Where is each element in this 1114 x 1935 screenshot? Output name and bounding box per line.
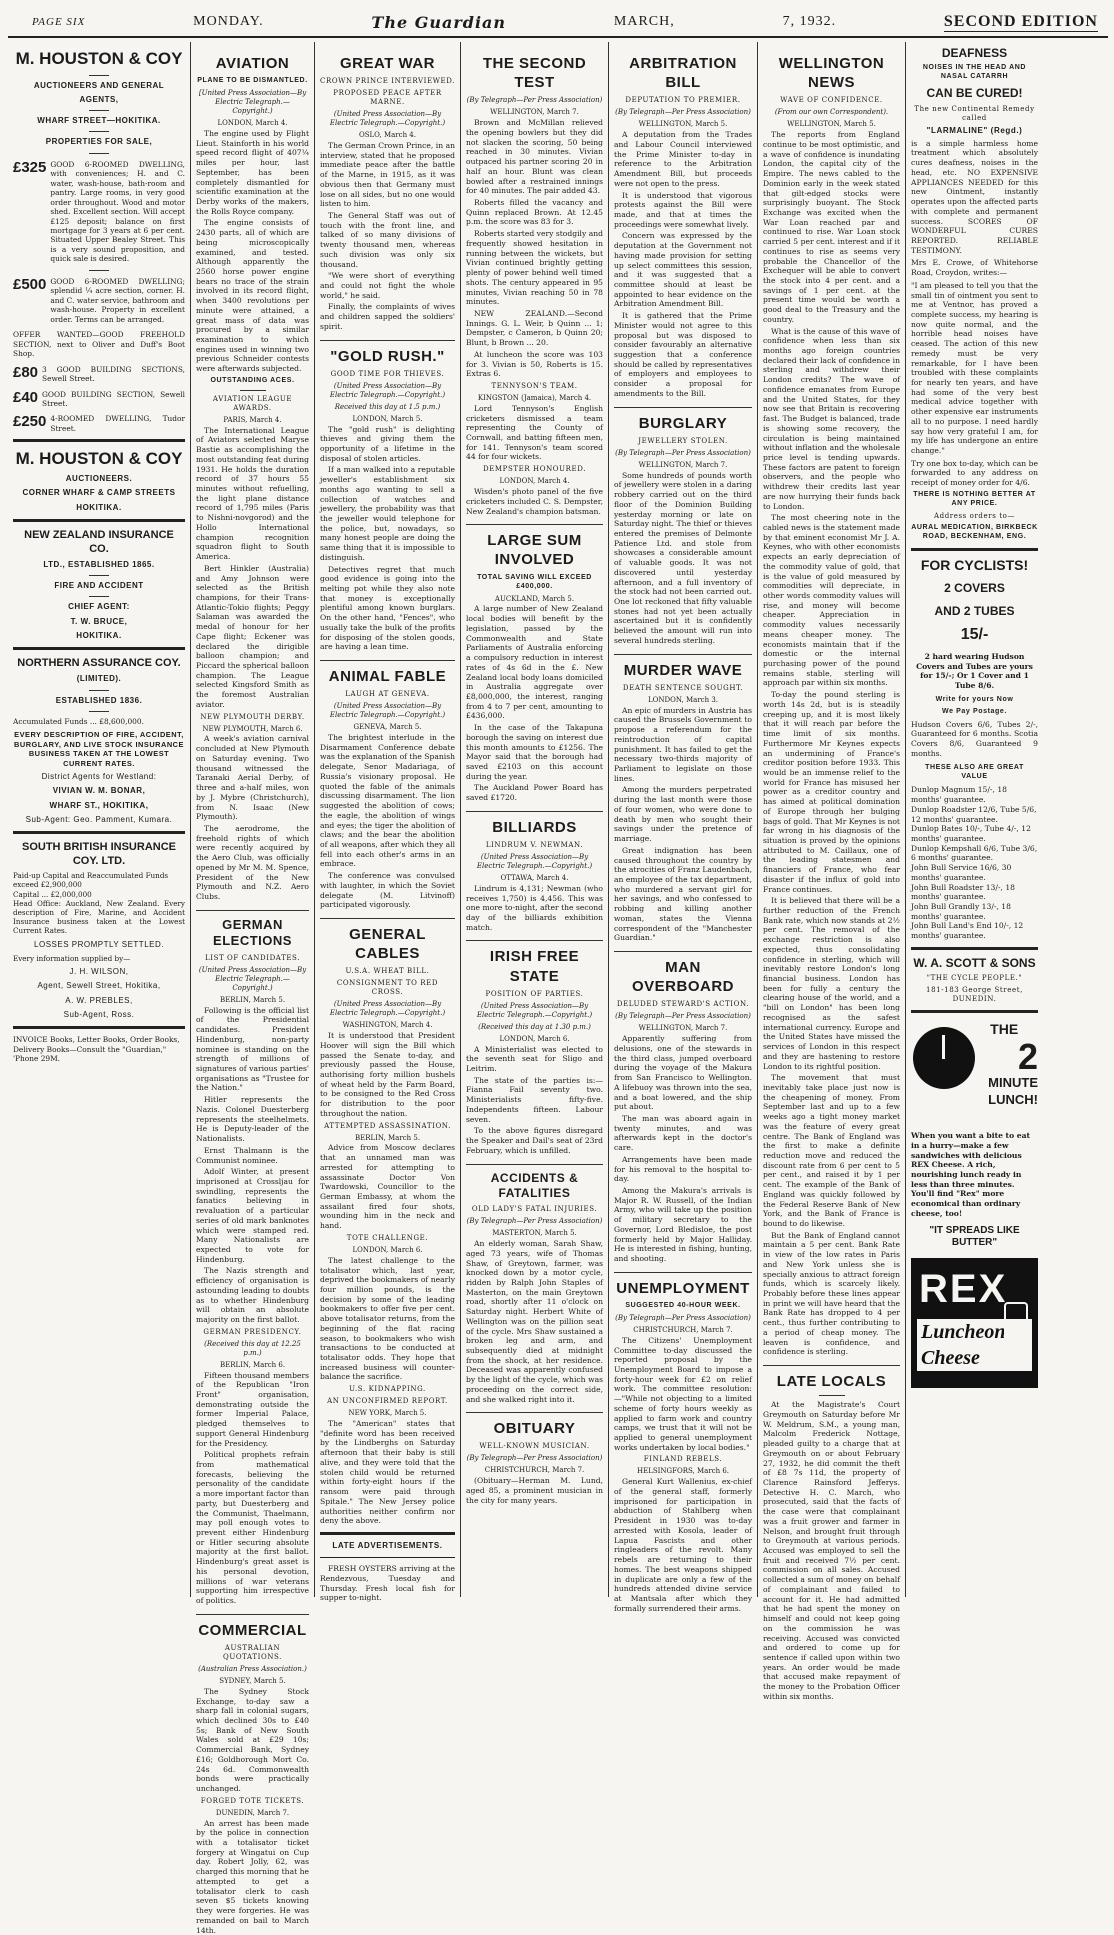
ad-line: Agent, Sewell Street, Hokitika,	[37, 981, 161, 991]
ad-line: EVERY DESCRIPTION OF FIRE, ACCIDENT, BURGLARY, AND LIVE STOCK INSURANCE BUSINESS TAKEN AT THE LOWEST CURRENT RATES.	[14, 730, 184, 768]
subhead: WELL-KNOWN MUSICIAN.	[479, 1442, 590, 1451]
ad-info: Every information supplied by—	[13, 953, 131, 963]
article-paragraph: A large number of New Zealand local bodies will benefit by the legislation, passed by the Commonwealth and State Parliaments of Australia enforcing a compulsory reduction in interest rates of 4s 6d in the £. New Zealand local body loans domiciled in Australia aggregate over £8,000,000, the interest, ranging from 4 to 7 per cent, amounting to £436,000.	[466, 604, 603, 721]
subhead: LINDRUM V. NEWMAN.	[485, 841, 584, 850]
ad-line: ESTABLISHED 1836.	[55, 695, 143, 705]
article-paragraph: General Kurt Wallenius, ex-chief of the general staff, formerly imprisoned for participation in abduction of Stahlberg when President in 1930 was to-day arrested with Kosola, leader of Lapua Fascists and other ringleaders of the revolt. Many rebels are returning to their homes. The best weapons shipped in duplicate are only a few of the hundreds attended divine service at Mantsala after which they formally surrendered their arms.	[614, 1477, 752, 1613]
wire-credit: [United Press Association—By Electric Telegraph.—Copyright.)	[198, 89, 307, 116]
edition-label: SECOND EDITION	[943, 12, 1098, 30]
ad-address: AURAL MEDICATION, BIRKBECK ROAD, BECKENHAM, ENG.	[911, 523, 1038, 540]
article-paragraph: Among the Makura's arrivals is Major R. W. Russell, of the Indian Army, who will take up the position of military secretary to the Governor, Lord Bledisloe, the post formerly held by Major Halliday. He is interested in fishing, hunting, and shooting.	[614, 1185, 752, 1264]
ad-text: THESE ALSO ARE GREAT VALUE	[925, 764, 1024, 781]
dateline: KINGSTON (Jamaica), March 4.	[477, 393, 592, 402]
article-paragraph: Concern was expressed by the deputation at the Government not having made provision for setting up select committees this session, and it was suggested that a committee should at least be appointed to hear evidence on the Arbitration Amendment Bill.	[614, 231, 752, 309]
article-paragraph: Brown and McMillan relieved the opening bowlers but they did not slacken the scoring, 50 being reached in 30 minutes. Vivian outpaced his partner scoring 20 in half an hour. Blunt was clean bowled after a restrained innings for 40 minutes. The pair added 43.	[466, 118, 603, 196]
article-paragraph: The engine consists of 2430 parts, all of which are being microscopically examined, and tested. Although apparently the 2560 horse power engine bears no trace of the strain involved in its record flight, when 3400 revolutions per minute were attained, a great mass of data was procured by a similar examination to which engines used in winning two previous Schneider contests were afterwards subjected.	[196, 218, 309, 374]
ad-text: Try one box to-day, which can be forwarded to any address on receipt of money order for 4/6.	[911, 458, 1038, 488]
headline-irish-free-state: IRISH FREE STATE	[466, 940, 603, 985]
article-paragraph: Following is the official list of the Presidential candidates. President Hindenburg, non-party nominee is standing on the strength of millions of signatures of various parties' organisations as "Trustee for the Nation."	[196, 1005, 309, 1093]
late-advertisements-heading: LATE ADVERTISEMENTS.	[332, 1540, 443, 1550]
dateline: HELSINGFORS, March 6.	[636, 1467, 730, 1476]
headline-german-elections: GERMAN ELECTIONS	[196, 910, 309, 950]
dateline: LONDON, March 4.	[217, 119, 288, 127]
article-paragraph: Adolf Winter, at present imprisoned at Crossljau for swindling, represents the fanatics believing in revaluation of a particular series of old mark banknotes which were stamped red. Many Nationalists are expected to vote for Hindenburg.	[196, 1167, 309, 1264]
headline-general-cables: GENERAL CABLES	[320, 918, 455, 963]
dateline: CHRISTCHURCH, March 7.	[484, 1466, 585, 1475]
listing-desc: GOOD 6-ROOMED DWELLING; splendid ¼ acre section, corner. H. and C. water service, bathroom and wash-house. Property in excellent order. Terms can be arranged.	[50, 276, 185, 324]
property-listing	[13, 414, 185, 433]
article-paragraph: The movement that must inevitably take place just now is the cheapening of money. From September last and up to a few weeks ago a tight money market was the feature of every great centre. The Bank of England was the first to make a definite reduction move and reduced the discount rate from 6 per cent to 5 per cent., and raised it by 1 per cent. The example of the Bank of England was quickly followed by the Federal Reserve Bank of New York, and the Bank of France is bound to do likewise.	[763, 1073, 900, 1229]
ad-cyclists-line: 2 COVERS	[944, 580, 1005, 595]
article-paragraph: Roberts started very stodgily and frequently showed hesitation in running between the wickets, but Vivian continued brightly getting plenty of power behind well timed shots. The century appeared in 95 minutes, Vivian reaching 50 in 78 minutes.	[466, 229, 603, 307]
wire-credit: (By Telegraph—Per Press Association)	[466, 96, 603, 105]
headline-animal-fable: ANIMAL FABLE	[320, 660, 455, 686]
subhead: NEW PLYMOUTH DERBY.	[200, 712, 305, 721]
headline-large-sum: LARGE SUM INVOLVED	[466, 524, 603, 569]
wire-credit: (By Telegraph—Per Press Association)	[615, 448, 751, 457]
ad-line: LTD., ESTABLISHED 1865.	[43, 560, 155, 570]
dateline: PARIS, March 4.	[223, 415, 282, 424]
subhead: LAUGH AT GENEVA.	[345, 690, 430, 699]
article-paragraph: Finally, the complaints of wives and children sapped the soldiers' spirit.	[320, 302, 455, 331]
dateline: NEW YORK, March 5.	[348, 1409, 427, 1418]
subhead: OLD LADY'S FATAL INJURIES.	[471, 1205, 598, 1214]
dateline: LONDON, March 5.	[352, 414, 423, 423]
article-paragraph: If a man walked into a reputable jeweller's establishment six months ago wanting to sell a collection of watches and jewellery, the probability was that the jeweller would telephone for the police, but, nowadays, so many honest people are doing the same thing that it is impossible to distinguish.	[320, 465, 455, 562]
list-item: John Bull Land's End 10/-, 12 months' guarantee.	[911, 921, 1024, 941]
article-paragraph: FRESH OYSTERS arriving at the Rendezvous, Tuesday and Thursday. Fresh local fish for supper to-night.	[320, 1564, 455, 1603]
subhead: U.S. KIDNAPPING.	[349, 1385, 426, 1394]
ad-scott-title: W. A. SCOTT & SONS	[913, 955, 1036, 970]
ad-line: District Agents for Westland:	[41, 772, 157, 782]
dateline: LONDON, March 3.	[647, 695, 718, 704]
dateline: WELLINGTON, March 7.	[638, 460, 728, 469]
article-paragraph: The Auckland Power Board has saved £1720.	[466, 783, 603, 803]
ad-line: T. W. BRUCE,	[70, 616, 128, 626]
ad-northern-assurance: NORTHERN ASSURANCE COY.	[17, 657, 181, 670]
ad-line: AUCTIONEERS AND GENERAL	[33, 80, 165, 90]
wire-credit: (United Press Association—By Electric Telegraph.—Copyright.)	[329, 702, 446, 720]
article-paragraph: Wisden's photo panel of the five cricketers included C. S. Dempster, New Zealand's champion batsman.	[466, 487, 603, 516]
listing-price: £40	[13, 388, 39, 406]
ad-deafness-remedy: The new Continental Remedy called	[914, 104, 1035, 122]
ad-funds: Accumulated Funds ... £8,600,000.	[13, 716, 144, 726]
subhead: TENNYSON'S TEAM.	[491, 381, 578, 390]
ad-text: Address orders to—	[933, 511, 1016, 520]
ad-deafness-cure: CAN BE CURED!	[926, 86, 1023, 101]
article-paragraph: An arrest has been made by the police in connection with a totalisator ticket forgery at Wingatui on Cup day. Robert Jolly, 62, was charged this morning that he attempted to get a totalisator clerk to cash seven $5 tickets knowing they were forgeries. He was remanded on bail to March 14th.	[196, 1818, 309, 1935]
list-item: John Bull Roadster 13/-, 18 months' guarantee.	[911, 882, 1015, 902]
article-paragraph: The "American" states that "definite word has been received by the Lindberghs on Saturday afternoon that their baby is still alive, and they were told that the stolen child would be returned within forty-eight hours if the ransom were paid through Spitale." The New Jersey police authorities neither confirm nor deny the above.	[320, 1419, 455, 1526]
ad-line: FIRE AND ACCIDENT	[54, 581, 144, 591]
article-paragraph: What is the cause of this wave of confidence when less than six months ago foreign countries declared their lack of confidence in sterling and withdrew their London credits? The wave of confidence emanates from Europe and the United States, for they now see that Britain is recovering fast. The Budget is balanced, trade is showing some recovery, the circulation is being maintained without inflation and the wholesale price level is tending upwards. These factors are patent to foreign observers, and the people who withdrew their credits last year are now hurrying their funds back to London.	[763, 326, 900, 511]
ad-text: We Pay Postage.	[942, 707, 1007, 715]
article-paragraph: The Citizens' Unemployment Committee to-day discussed the reported proposal by the Unemployment Board to impose a forty-hour week for £2 on relief work. The committee resolution:—"While not objecting to a limited scheme of forty hours weekly as applied to farm work and country camps, we trust that it will not be applied to general unemployment works undertaken by local bodies."	[614, 1335, 752, 1452]
listing-price: £250	[13, 413, 47, 431]
wire-credit: (Received this day at 12.25 p.m.)	[204, 1339, 301, 1357]
ad-line: A. W. PREBLES,	[65, 995, 133, 1005]
listing-desc: 4-ROOMED DWELLING, Tudor Street.	[50, 414, 185, 433]
newspaper-title: The Guardian	[371, 12, 507, 32]
article-paragraph: (Obituary—Herman M. Lund, aged 85, a prominent musician in the city for many years.	[466, 1476, 603, 1505]
headline-burglary: BURGLARY	[614, 407, 752, 433]
column-3	[315, 42, 461, 1603]
article-paragraph: Apparently suffering from delusions, one of the stewards in the third class, jumped overboard during the voyage of the Makura from San Francisco to Wellington. A lifebuoy was thrown into the sea, and a boat lowered, and the ship put about.	[614, 1034, 752, 1112]
ad-line: CORNER WHARF & CAMP STREETS	[22, 488, 176, 498]
wire-credit: (By Telegraph—Per Press Association)	[615, 1313, 751, 1322]
property-listing	[13, 330, 185, 358]
article-paragraph: The state of the parties is:—Fianna Fail seventy two. Ministerialists fifty-five. Independents fifteen. Labour seven.	[466, 1075, 603, 1124]
article-paragraph: The "gold rush" is delighting thieves and giving them the opportunity of a lifetime in the disposal of stolen articles.	[320, 424, 455, 463]
ad-line: AGENTS,	[79, 94, 119, 104]
headline-late-locals: LATE LOCALS	[763, 1365, 900, 1391]
article-paragraph: Detectives regret that much good evidence is going into the melting pot while they also note that money is exceptionally plentiful among known burglars. On the other hand, "Fences", who usually take the bulk of the profits for disposing of the stolen goods, are having a lean time.	[320, 564, 455, 652]
dateline: LONDON, March 4.	[499, 477, 570, 486]
article-paragraph: An elderly woman, Sarah Shaw, aged 73 years, wife of Thomas Shaw, of Greytown, farmer, was knocked down by a motor cycle, ridden by Ralph John Staples of Masterton, on the main Greytown road, shortly after 11 o'clock on Saturday night. Herbert White of Wellington was on the pillion seat of the cycle. Mrs Shaw sustained a broken leg and arm, and subsequently died at midnight from the shock, at her residence. Deceased was apparently confused by the light of the cycle, which was proceeding on the correct side, and she walked right into it.	[466, 1239, 603, 1404]
article-paragraph: Roberts filled the vacancy and Quinn replaced Brown. At 12.45 p.m. the score was 83 for 3.	[466, 198, 603, 227]
dateline: LONDON, March 6.	[352, 1245, 423, 1254]
ad-text: THERE IS NOTHING BETTER AT ANY PRICE.	[913, 490, 1036, 507]
ad-firm-houston-2: M. HOUSTON & COY	[15, 449, 183, 469]
columns	[8, 42, 1108, 1935]
lunch-headline	[988, 1021, 1038, 1108]
wire-credit: (By Telegraph—Per Press Association)	[466, 1454, 603, 1463]
list-item: Dunlop Bates 10/-, Tube 4/-, 12 months' guarantee.	[911, 824, 1031, 843]
subhead: PLANE TO BE DISMANTLED.	[197, 77, 308, 85]
dateline: WASHINGTON, March 4.	[342, 1021, 433, 1030]
wire-credit: (United Press Association—By Electric Telegraph.—Copyright.)	[198, 965, 307, 992]
headline-arbitration-bill: ARBITRATION BILL	[629, 55, 737, 92]
article-paragraph: Great indignation has been caused throughout the country by the atrocities of Franz Laudenbach, an employee of the tax department, who murdered a servant girl for her savings, and who confessed to robbing and killing another woman, states the Vienna correspondent of the "Manchester Guardian."	[614, 845, 752, 943]
ad-invoice: INVOICE Books, Letter Books, Order Books, Delivery Books—Consult the "Guardian," 'Phone 29M.	[13, 1035, 180, 1064]
wire-credit: Received this day at 1.5 p.m.)	[334, 402, 441, 411]
article-paragraph: Bert Hinkler (Australia) and Amy Johnson were selected as the British champions, for their Trans-Atlantic-Tokio flights; Peggy Salaman was awarded the medal of honour for her Cape flight; Eckener was declared the dirigible balloon champion; and Piccard the spherical balloon champion. The League selected Kingsford Smith as the foremost Australian aviator.	[196, 563, 309, 709]
article-paragraph: The International League of Aviators selected Maryse Bastie as accomplishing the most outstanding feat during 1931. He holds the duration record of 37 hours 55 minutes without refuelling, the light plane distance record of 1,795 miles (Paris to Nishni-novgorod) and the Hollo International champion recognition squadron flight to South America.	[196, 425, 309, 562]
subhead: DELUDED STEWARD'S ACTION.	[616, 1000, 750, 1009]
dateline: SYDNEY, March 5.	[219, 1676, 286, 1685]
article-paragraph: An epic of murders in Austria has caused the Brussels Government to propose a referendum for the reintroduction of capital punishment. It has failed to get the necessary two-thirds majority of Parliament to legislate on those lines.	[614, 705, 752, 783]
column-5	[609, 42, 758, 1613]
lunch-lunch: LUNCH!	[988, 1091, 1038, 1107]
article-paragraph: At the Magistrate's Court Greymouth on Saturday before Mr W. Meldrum, S.M., a young man, Malcolm Frederick Nottage, pleaded guilty to a charge that at Greymouth on or about February 27, 1932, he did commit the theft of £8 7s 11d, the property of Clarence Rainsford Jefferys. Detective H. C. March, who prosecuted, said that the facts of the case were that complainant was a fruit grower and farmer in Nelson, and brought fruit through to Greymouth at various periods. Accused was employed to sell the fruit and received 7½ per cent. commission on all sales. Accused collected a sum of money on behalf of complainant and failed to account for it. He had admitted that he had spent the money on himself and could not keep going on the commission he was receiving. Accused was convicted and ordered to come up for sentence if called upon within two years. An order would be made that accused make repayment of the money to the Probation Officer within six months.	[763, 1400, 900, 1701]
subhead: OUTSTANDING ACES.	[210, 376, 295, 384]
article-paragraph: It is gathered that the Prime Minister would not agree to this proposal but was disposed to consider favourably an alternative suggestion that a conference should be called by representatives of employers and employees to consider a proposal for amendments to the Bill.	[614, 311, 752, 398]
list-item: John Bull Service 16/6, 30 months' guarantee.	[911, 863, 1012, 882]
article-paragraph: The man was aboard again in twenty minutes, and was afterwards kept in the doctor's care.	[614, 1113, 752, 1153]
dateline: CHRISTCHURCH, March 7.	[633, 1325, 733, 1334]
listing-price: £500	[13, 275, 47, 293]
ad-capital: Capital ... £2,000,000	[13, 889, 92, 899]
subhead: GERMAN PRESIDENCY.	[203, 1327, 302, 1336]
headline-second-test: THE SECOND TEST	[482, 55, 587, 92]
subhead: WAVE OF CONFIDENCE.	[780, 96, 883, 105]
ad-text: Write for yours Now	[935, 695, 1014, 703]
headline-man-overboard: MAN OVERBOARD	[614, 951, 752, 996]
ad-line: VIVIAN W. M. BONAR,	[52, 786, 146, 796]
article-paragraph: A deputation from the Trades and Labour Council interviewed the Prime Minister to-day in reference to the Arbitration Amendment Bill, but proceeds were not open to the press.	[614, 130, 752, 188]
headline-billiards: BILLIARDS	[466, 811, 603, 837]
subhead: SUGGESTED 40-HOUR WEEK.	[625, 1301, 741, 1309]
headline-gold-rush: "GOLD RUSH."	[320, 340, 455, 366]
ad-line: LOSSES PROMPTLY SETTLED.	[34, 939, 164, 949]
article-paragraph: The most cheering note in the cabled news is the statement made by that eminent economist Mr J. A. Keynes, who with other economists expects an early depreciation of the commodity value of gold, that is the value of gold measured by commodities will depreciate, in other words commodity values will rise, and money will become cheaper. Appreciation in commodity values necessarily means cheaper money. The economists maintain that if the domestic or the internal purchasing power of the pound remains stable, sterling will approach par within six months.	[763, 513, 900, 688]
article-paragraph: The reports from England continue to be most optimistic, and a wave of confidence is inundating London, the capital city of the Empire. The news cabled to the Dominion early in the week stated that gilt-edged stocks were surprisingly buoyant. The Stock Exchange was excited when the War Loan reached par and continued to rise. War Loan stock carried 5 per cent. interest and if it continues to rise as seems very probable the Chancellor of the Exchequer will be able to convert the stock into 4 per cent. and a savings of 1 per cent. at the present time would be worth a good deal to the Treasury and the country.	[763, 130, 900, 324]
ad-nz-insurance: NEW ZEALAND INSURANCE CO.	[24, 528, 174, 555]
ad-text: "THE CYCLE PEOPLE."	[926, 974, 1023, 983]
subhead: FORGED TOTE TICKETS.	[200, 1796, 305, 1805]
wire-credit: (United Press Association—By Electric Telegraph.—Copyright.)	[476, 1001, 593, 1019]
ad-deafness-name: "LARMALINE" (Regd.)	[926, 125, 1023, 135]
headline-wellington-news: WELLINGTON NEWS	[778, 55, 885, 92]
property-listing	[13, 390, 185, 409]
masthead-date: 7, 1932.	[782, 14, 837, 29]
headline-accidents: ACCIDENTS & FATALITIES	[466, 1164, 603, 1202]
listing-price: £325	[13, 158, 47, 176]
article-paragraph: The General Staff was out of touch with the front line, and talked of so many divisions of twenty thousand men, whereas such division was only six thousand.	[320, 210, 455, 269]
ad-text: "I am pleased to tell you that the small tin of ointment you sent to me at Ventnor, has proved a complete success, my hearing is now quite normal, and the horrible head noises have ceased. The action of this new remedy must be very remarkable, for I have been troubled with these complaints for nearly ten years, and have had some of the very best medical advice together with other expensive ear instruments all to no purpose. I need hardly say how very grateful I am, for my life has undergone an entire change."	[911, 280, 1038, 456]
column-1	[8, 42, 191, 1597]
listing-price: £80	[13, 363, 39, 381]
subhead: LIST OF CANDIDATES.	[204, 953, 301, 962]
subhead: TOTE CHALLENGE.	[346, 1233, 429, 1242]
subhead: GOOD TIME FOR THIEVES.	[330, 369, 445, 378]
dateline: WELLINGTON, March 5.	[787, 120, 876, 129]
listing-desc: OFFER WANTED—GOOD FREEHOLD SECTION, next to Oliver and Duff's Boot Shop.	[13, 330, 185, 359]
ad-capital: Paid-up Capital and Reaccumulated Funds exceed £2,900,000	[13, 871, 169, 890]
ad-cyclists-price: 15/-	[960, 626, 989, 644]
article-paragraph: Hitler represents the Nazis. Colonel Duesterberg represents the steelhelmets. He is Deputy-leader of the Nationalists.	[196, 1095, 309, 1144]
wire-credit: (United Press Association—By Electric Telegraph.—Copyright.)	[329, 381, 446, 399]
ad-cyclists-line: AND 2 TUBES	[934, 603, 1015, 618]
column-7	[906, 42, 1043, 1597]
ad-line: HOKITIKA.	[76, 630, 122, 640]
lunch-the: THE	[990, 1021, 1019, 1038]
article-paragraph: At luncheon the score was 103 for 3. Vivian is 50, Roberts is 15. Extras 6.	[466, 349, 603, 379]
subhead: FINLAND REBELS.	[643, 1455, 723, 1464]
article-paragraph: To the above figures disregard the Speaker and Dail's seat of 23rd February, which is unfilled.	[466, 1126, 603, 1155]
dateline: LONDON, March 6.	[499, 1034, 570, 1043]
article-paragraph: To-day the pound sterling is worth 14s 2d, but is is steadily creeping up, and it is most likely that it will reach par before the time limit of six months. Furthermore Mr Keynes expects an undermining of France's creditor position before 1933. This would be an immense relief to the world for France has misused her power as a creditor country and has aimed at political domination of Europe through her bulging bags of gold. That Mr Keynes is not far wrong in his diagnosis of the situation is proved by the opinions attributed to M. Caillaux, one of the leading statesmen and financiers of France, who fear disaster if the influx of gold into France continues.	[763, 690, 900, 894]
cheese-jar-icon	[1004, 1302, 1028, 1368]
rex-logo-cheese: Cheese	[917, 1345, 1032, 1371]
article-paragraph: It is understood that vigorous protests against the Bill were made, and that at times the proceedings were somewhat lively.	[614, 190, 752, 229]
listing-desc: GOOD 6-ROOMED DWELLING, with conveniences; H. and C. water, wash-house, bath-room and pantry. Large rooms, in very good order throughout. Wood and motor shed. Excellent section. Will accept £125 deposit; balance on first mortgage for 3 years at 6 per cent. Situated Upper Bealey Street. This is a very sound proposition, and quick sale is desired.	[50, 159, 185, 264]
rex-logo	[911, 1258, 1038, 1388]
ad-line: Sub-Agent, Ross.	[63, 1009, 135, 1019]
article-paragraph: The engine used by Flight Lieut. Stainforth in his world speed record flight of 407¼ miles per hour, last September, has been completely dismantled for scientific examination at the Derby works of the makers, the Rolls Royce company.	[196, 128, 309, 216]
wire-credit: (Australian Press Association.)	[198, 1664, 307, 1673]
article-paragraph: "We were short of everything and could not fight the whole world," he said.	[320, 271, 455, 300]
subhead: JEWELLERY STOLEN.	[638, 436, 728, 445]
column-6	[758, 42, 906, 1701]
clock-icon	[913, 1027, 975, 1089]
dateline: OSLO, March 4.	[359, 130, 416, 139]
headline-great-war: GREAT WAR	[339, 55, 436, 72]
subhead: POSITION OF PARTIES.	[485, 989, 584, 998]
ad-deafness-sub: NOISES IN THE HEAD AND NASAL CATARRH	[922, 64, 1027, 81]
ad-firm-houston: M. HOUSTON & COY	[15, 49, 183, 68]
dateline: WELLINGTON, March 5.	[638, 120, 728, 129]
ad-line: CHIEF AGENT:	[68, 602, 130, 612]
ad-heading: PROPERTIES FOR SALE,	[45, 137, 153, 147]
subhead: AUSTRALIAN QUOTATIONS.	[222, 1643, 282, 1661]
dateline: AUCKLAND, March 5.	[494, 594, 575, 603]
headline-murder-wave: MURDER WAVE	[614, 654, 752, 680]
ad-address: WHARF STREET—HOKITIKA.	[37, 116, 161, 126]
headline-aviation: AVIATION	[215, 55, 290, 72]
wire-credit: (United Press Association—By Electric Telegraph.—Copyright.)	[329, 1000, 446, 1018]
ad-rex-lunch	[911, 1021, 1038, 1171]
article-paragraph: Ernst Thalmann is the Communist nominee.	[196, 1145, 309, 1165]
masthead-month: MARCH,	[613, 14, 675, 29]
headline-obituary: OBITUARY	[466, 1412, 603, 1438]
ad-text: Mrs E. Crowe, of Whitehorse Road, Croydon, writes:—	[911, 258, 1038, 278]
ad-line: Sub-Agent: Geo. Pamment, Kumara.	[25, 814, 173, 824]
dateline: BERLIN, March 5.	[354, 1133, 421, 1142]
subhead: DEMPSTER HONOURED.	[482, 465, 587, 474]
subhead: U.S.A. WHEAT BILL.	[345, 967, 430, 976]
dateline: OTTAWA, March 4.	[500, 873, 569, 882]
listing-desc: GOOD BUILDING SECTION, Sewell Street.	[42, 389, 185, 408]
ad-text: is a simple harmless home treatment which absolutely cures deafness, noises in the head, etc. NO EXPENSIVE APPLIANCES NEEDED for this new Ointment, instantly operates upon the affected parts with complete and permanent success. SCORES OF WONDERFUL CURES REPORTED. RELIABLE TESTIMONY.	[911, 138, 1038, 255]
article-paragraph: Arrangements have been made for his removal to the hospital to-day.	[614, 1154, 752, 1184]
article-paragraph: The Nazis strength and efficiency of organisation is astounding leading to doubts as to whether Hindenburg will obtain an absolute majority on the first ballot.	[196, 1266, 309, 1324]
article-paragraph: Lindrum is 4,131; Newman (who receives 1,750) is 4,456. This was one more to-night, after the second day of the billiards exhibition match.	[466, 883, 603, 932]
dateline: WELLINGTON, March 7.	[638, 1024, 728, 1033]
ad-line: (LIMITED).	[76, 674, 122, 684]
lunch-two: 2	[1017, 1035, 1038, 1077]
subhead: PROPOSED PEACE AFTER MARNE.	[333, 89, 442, 107]
wire-credit: (By Telegraph—Per Press Association)	[615, 1012, 751, 1021]
ad-line: J. H. WILSON,	[69, 967, 129, 977]
ad-rex-slogan: "IT SPREADS LIKE BUTTER"	[929, 1224, 1020, 1249]
subhead: DEATH SENTENCE SOUGHT.	[622, 683, 744, 692]
headline-commercial: COMMERCIAL	[196, 1614, 309, 1640]
article-paragraph: It is believed that there will be a further reduction of the French Bank rate, which now stands at 2½ per cent. The removal of the exchange restriction is also expected, thus consolidating confidence in sterling, which will inevitably restore London's long financial business. London has been for fully a century the clearing house of the world, and a "bill on London" has been long recognised as the safest international currency. Europe and the United States have missed the services of London in this respect and they are hastening to restore London to its rightful position.	[763, 896, 900, 1071]
dateline: GENEVA, March 5.	[353, 723, 422, 732]
subhead: AVIATION LEAGUE AWARDS.	[212, 394, 293, 412]
ad-cycle-items	[911, 785, 1038, 941]
dateline: BERLIN, March 5.	[219, 995, 286, 1004]
property-listing	[13, 365, 185, 384]
dateline: BERLIN, March 6.	[219, 1360, 286, 1369]
list-item: Dunlop Roadster 12/6, Tube 5/6, 12 months' guarantee.	[911, 804, 1037, 824]
list-item: Dunlop Kempshall 6/6, Tube 3/6, 6 months' guarantee.	[911, 843, 1038, 863]
headline-unemployment: UNEMPLOYMENT	[614, 1272, 752, 1298]
article-paragraph: In the case of the Takapuna borough the saving on interest due this month amounts to £1256. The Mayor said that the borough had saved £2103 on this account during the year.	[466, 723, 603, 781]
ad-cyclists-title: FOR CYCLISTS!	[920, 556, 1029, 573]
article-paragraph: The conference was convulsed with laughter, in which the Soviet delegate (M. Litvinoff) participated vigorously.	[320, 871, 455, 910]
article-paragraph: A Ministerialist was elected to the seventh seat for Sligo and Leitrim.	[466, 1044, 603, 1074]
subhead: TOTAL SAVING WILL EXCEED £400,000.	[477, 573, 592, 590]
column-4	[461, 42, 609, 1597]
article-paragraph: The Sydney Stock Exchange, to-day saw a sharp fall in colonial sugars, which declined 30s to £40 5s; Bank of New South Wales sold at £29 10s; Commercial Bank, Sydney £16; Goldborough Mort Co. 24s 6d. Commonwealth bonds were practically unchanged.	[196, 1686, 309, 1793]
dateline: DUNEDIN, March 7.	[215, 1808, 290, 1817]
wire-credit: (United Press Association—By Electric Telegraph.—Copyright.)	[329, 110, 446, 127]
wire-credit: (United Press Association—By Electric Telegraph.—Copyright.)	[476, 853, 593, 870]
article-paragraph: A week's aviation carnival concluded at New Plymouth on Saturday evening. Two thousand witnessed the Taranaki Aerial Derby, of three and a-half miles, won by J. Mybre (Christchurch), from N. Isaac (New Plymouth).	[196, 734, 309, 822]
listing-desc: 3 GOOD BUILDING SECTIONS, Sewell Street.	[42, 364, 185, 384]
article-paragraph: Lord Tennyson's English cricketers dismissed a team representing the County of Cornwall, and batting fifteen men, for 141. Tennyson's team scored 44 for four wickets.	[466, 403, 603, 462]
dateline: NEW PLYMOUTH, March 6.	[202, 724, 303, 733]
article-paragraph: But the Bank of England cannot maintain a 5 per cent. Bank Rate in view of the low rates in Paris and New York unless she is specially anxious to attract foreign funds, which is scarcely likely. Probably before these lines appear in print we will have heard that the Bank Rate has dropped to 4 per cent., thus further contributing to a period of cheap money. The leaven is confidence, and confidence is sterling.	[763, 1230, 900, 1357]
article-paragraph: Some hundreds of pounds worth of jewellery were stolen in a daring robbery carried out on the third floor of the Dominion Building yesterday morning or late on Saturday night. The thief or thieves entered the premises of Delmonte Patience Ltd. and stole from showcases a considerable amount of valuable goods. It was not discovered until yesterday afternoon, and a full inventory of the stock had not been carried out. One lot reckoned that fifty valuable stones had not yet been actually ascertained but it is confidently believed the amount will run into several hundreds sterling.	[614, 470, 752, 645]
page-number: PAGE SIX	[32, 16, 86, 28]
ad-text: Hudson Covers 6/6, Tubes 2/-, Guaranteed for 6 months. Scotia Covers 8/6, Guaranteed 9 months.	[911, 719, 1038, 758]
article-paragraph: The German Crown Prince, in an interview, stated that he proposed immediate peace after the battle of the Marne, in 1915, as it was obvious then that Germany must lose on all sides, but no one would listen to him.	[320, 140, 455, 209]
dateline: MASTERTON, March 5.	[492, 1229, 577, 1238]
article-paragraph: The aerodrome, the freehold rights of which were recently acquired by the Aero Club, was officially opened by Mr M. M. Spence, President of the New Plymouth and N.Z. Aero Clubs.	[196, 823, 309, 901]
wire-credit: (By Telegraph—Per Press Association)	[615, 108, 751, 117]
ad-line: WHARF ST., HOKITIKA,	[49, 800, 149, 810]
masthead	[8, 8, 1108, 38]
ad-office: Head Office: Auckland, New Zealand. Every description of Fire, Marine, and Accident Insurance business taken at the Lowest Current Rates.	[13, 898, 185, 936]
subhead: DEPUTATION TO PREMIER.	[625, 96, 741, 105]
wire-credit: (By Telegraph—Per Press Association)	[466, 1217, 603, 1226]
article-paragraph: Political prophets refrain from mathematical forecasts, believing the personality of the candidate a more important factor than party, but Duesterberg and the Communist, Thaelmann, may poll enough votes to prevent either Hindenburg or Hitler securing absolute majority at the first ballot. Hindenburg's great asset is his personal devotion, millions of war veterans supporting him irrespective of politics.	[196, 1450, 309, 1606]
article-paragraph: The brightest interlude in the Disarmament Conference debate was the explanation of the Spanish delegate, Senor Madariaga, of Russia's visionary proposal. He quoted the fable of the animals discussing disarmament. The lion suggested the abolition of cows; the eagle, the abolition of wings and eyes; the tiger the abolition of claws; and the bear the abolition of all weapons, after which they all fell into each other's arms in an embrace.	[320, 733, 455, 869]
ad-text: When you want a bite to eat in a hurry—make a few sandwiches with delicious REX Cheese. A rich, nourishing lunch ready in less than three minutes. You'll find "Rex" more economical than ordinary cheese, too!	[911, 1131, 1031, 1218]
ad-text: 2 hard wearing Hudson Covers and Tubes are yours for 15/-; Or 1 Cover and 1 Tube 8/6.	[916, 651, 1033, 690]
ad-line: AUCTIONEERS.	[65, 474, 133, 484]
wire-credit: (Received this day at 1.30 p.m.)	[478, 1022, 591, 1031]
article-paragraph: Advice from Moscow declares that an unnamed man was arrested for attempting to assassinate Doctor Von Twardowski, Councillor to the German Embassy, at whom the assailant fired four shots, wounding him in the neck and hand.	[320, 1143, 455, 1231]
lunch-minute: MINUTE	[988, 1074, 1038, 1090]
subhead: ATTEMPTED ASSASSINATION.	[324, 1121, 451, 1130]
rex-logo-luncheon: Luncheon	[917, 1319, 1032, 1345]
list-item: John Bull Grandly 13/-, 18 months' guarantee.	[911, 901, 1011, 921]
article-paragraph: NEW ZEALAND.—Second Innings. G. L. Weir, b Quinn ... 1; Dempster, c Cameron, b Quinn 20; Blunt, b Brown ... 20.	[466, 308, 603, 348]
masthead-day: MONDAY.	[193, 14, 264, 29]
ad-deafness-title: DEAFNESS	[941, 46, 1008, 60]
article-paragraph: The latest challenge to the totalisator which, last year, deprived the bookmakers of nearly four million pounds, is the decision by some of the leading bookmakers to offer five per cent. above totalisator returns, from the beginning of the flat racing season, to bookmakers who wish transactions to be conducted at totalisator odds. They hope that increased business will counter-balance the sacrifice.	[320, 1255, 455, 1382]
article-paragraph: Fifteen thousand members of the Republican "Iron Front" organisation, demonstrating outside the former Imperial Palace, pledged themselves to support General Hindenburg for the Presidency.	[196, 1370, 309, 1448]
property-listing	[13, 160, 185, 264]
rex-logo-text: REX	[919, 1267, 1008, 1312]
subhead: AN UNCONFIRMED REPORT.	[327, 1397, 448, 1406]
article-paragraph: It is understood that President Hoover will sign the Bill which passed the Senate to-day, and previously passed the House, authorising forty million bushels of wheat held by the Farm Board, to be consigned to the Red Cross for distribution to the poor throughout the nation.	[320, 1031, 455, 1118]
list-item: Dunlop Magnum 15/-, 18 months' guarantee.	[911, 785, 1007, 805]
ad-address: 181-183 George Street, DUNEDIN.	[926, 986, 1023, 1004]
ad-line: HOKITIKA.	[76, 502, 122, 512]
subhead: CROWN PRINCE INTERVIEWED.	[320, 77, 455, 86]
wire-credit: (From our own Correspondent).	[774, 108, 889, 117]
ad-south-british: SOUTH BRITISH INSURANCE COY. LTD.	[21, 841, 176, 868]
subhead: CONSIGNMENT TO RED CROSS.	[336, 979, 439, 997]
article-paragraph: Among the murders perpetrated during the last month were those of four women, who were done to death by men who sought their savings under the pretence of marriage.	[614, 785, 752, 844]
column-2	[191, 42, 315, 1935]
property-listing	[13, 277, 185, 324]
dateline: WELLINGTON, March 7.	[490, 108, 579, 117]
